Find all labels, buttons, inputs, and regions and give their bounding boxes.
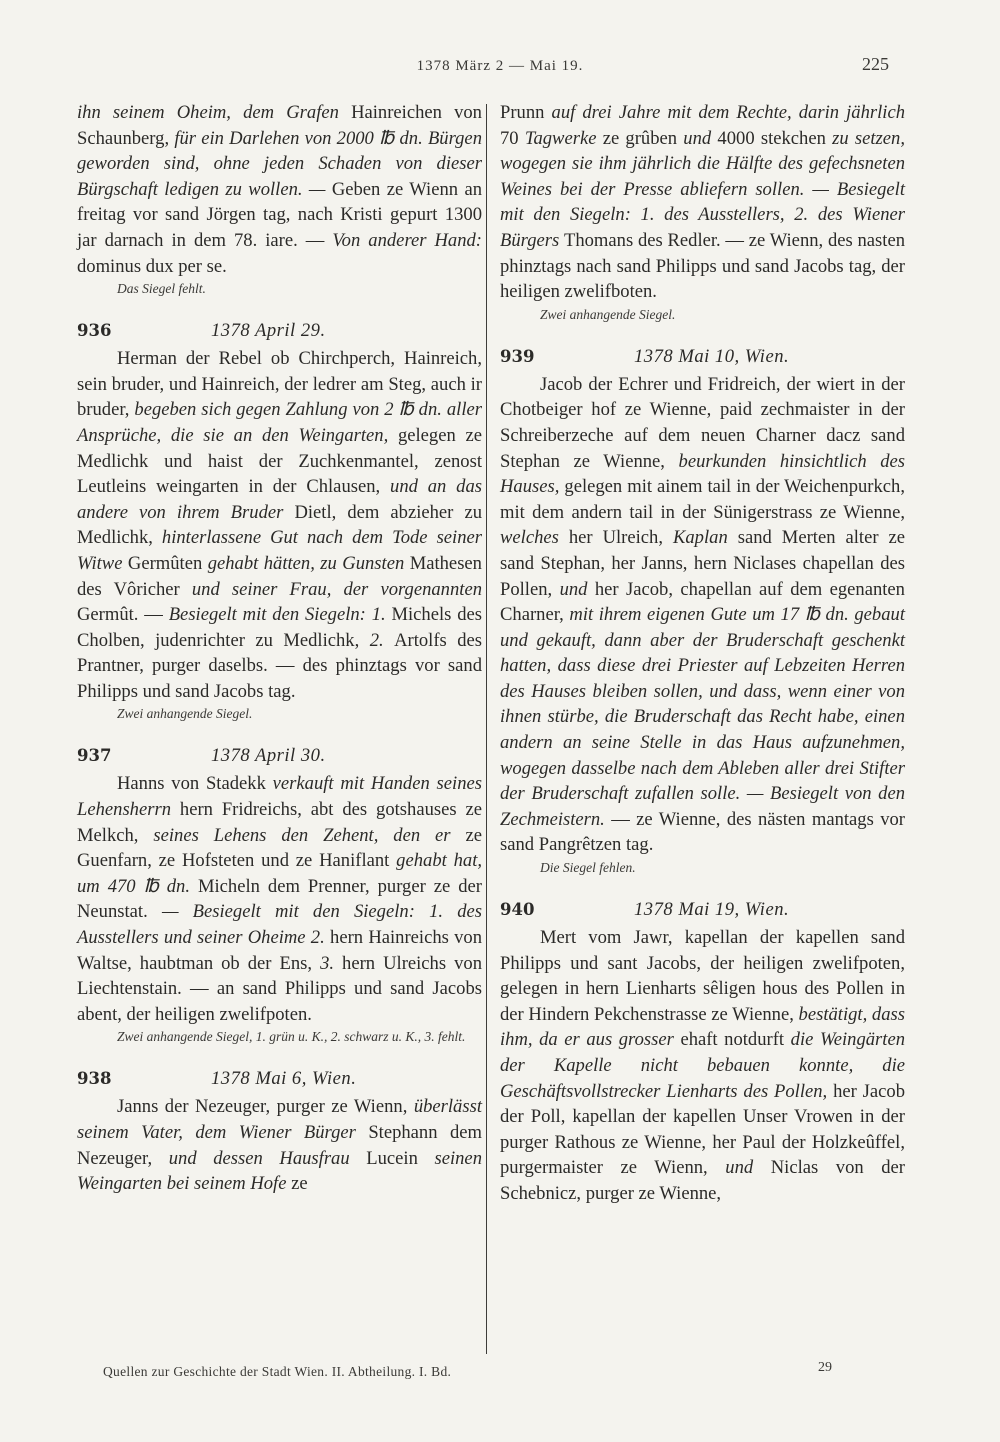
entry-text	[77, 346, 482, 704]
original-text: her Ulreich,	[568, 527, 673, 549]
original-text: Mert vom Jawr, kapellan der kapellen sand Philipps und sant Jacobs, der heiligen zwelifpoten, gelegen in hern Lienharts sêligen hous des Pollen in der Hindern Pekchenstrasse ze Wienne,	[500, 927, 905, 1025]
summary-text-italic: 3.	[320, 952, 343, 974]
original-text: Lucein	[366, 1147, 435, 1169]
summary-text-italic: ihn seinem Oheim, dem Grafen	[77, 102, 352, 123]
entry-text	[500, 925, 905, 1207]
original-text: Hanns von Stadekk	[117, 773, 273, 795]
summary-text-italic: mit ihrem eigenen Gute um 17 ℔ dn. gebaut und gekauft, dann aber der Bruderschaft geschenkt hatten, dass diese drei Priester auf Lebzeiten Herren des Hauses bleiben sollen, und dass, wenn einer von ihnen stürbe, die Bruderschaft das Recht habe, einen andern an seine Stelle in das Haus aufzunehmen, wogegen dasselbe nach dem Ableben aller drei Stifter der Bruderschaft zufallen solle. — Besiegelt von den Zechmeistern.	[500, 604, 905, 830]
original-text: sand Merten alter ze sand Stephan, her Janns, hern Niclases chapellan des Pollen,	[500, 527, 906, 600]
column-divider	[486, 104, 487, 1354]
continued-paragraph	[500, 100, 905, 305]
entry-text	[77, 771, 482, 1027]
entry-heading	[77, 320, 482, 342]
seal-note: Das Siegel fehlt.	[117, 281, 206, 297]
entry-number: 940	[500, 900, 535, 920]
original-text: Herman der Rebel ob Chirchperch, Hainreich, sein bruder, und Hainreich, der ledrer am Steg, auch ir bruder,	[77, 348, 482, 421]
entry-date: 1378 Mai 6, Wien.	[211, 1068, 357, 1090]
summary-text-italic: begeben sich gegen Zahlung von 2 ℔ dn. aller Ansprüche, die sie an den Weingarten,	[77, 399, 482, 446]
original-text: Micheln dem Prenner, purger ze der Neunstat.	[77, 875, 482, 923]
original-text: Artolfs des Prantner, purger daselbs. — des phinztags vor sand Philipps und sand Jacobs tag.	[77, 629, 482, 702]
summary-text-italic: gehabt hat, um 470 ℔ dn.	[77, 850, 483, 897]
original-text: hern Hainreichs von Waltse, haubtman ob der Ens,	[77, 927, 483, 974]
original-text: Mathesen des Vôricher	[77, 552, 482, 600]
summary-text-italic: welches	[500, 527, 569, 549]
entry-date: 1378 Mai 10, Wien.	[634, 345, 790, 367]
original-text: Hainreichen von Schaunberg,	[77, 102, 482, 149]
original-text: Dietl, dem abzieher zu Medlichk,	[77, 501, 482, 549]
original-text: ze grûben	[602, 127, 684, 149]
original-text: hern Fridreichs, abt des gotshauses ze Melkch,	[77, 799, 482, 846]
original-text: her Jacob, chapellan auf dem egenanten Charner,	[500, 578, 905, 626]
entry-date: 1378 Mai 19, Wien.	[634, 899, 790, 921]
original-text: Germût. —	[77, 604, 169, 626]
summary-text-italic: Besiegelt mit den Siegeln: 1.	[168, 604, 392, 626]
entry-heading	[77, 1068, 482, 1090]
original-text: 70	[500, 127, 525, 149]
original-text: Prunn	[500, 102, 552, 123]
running-header: 1378 März 2 — Mai 19.	[416, 58, 584, 74]
page-number: 225	[862, 54, 889, 74]
seal-note: Zwei anhangende Siegel.	[117, 706, 253, 722]
original-text: Jacob der Echrer und Fridreich, der wiert in der Chotbeiger hof ze Wienne, paid zechmaister in der Schreiberzeche auf dem neuen Charner dacz sand Stephan ze Wienne,	[500, 373, 905, 472]
sheet-signature: 29	[818, 1360, 832, 1375]
summary-text-italic: seinen Weingarten bei seinem Hofe	[77, 1147, 482, 1195]
original-text: gelegen ze Medlichk und haist der Zuchkenmantel, zenost Leutleins weingarten in der Chlausen,	[77, 424, 482, 498]
original-text: Stephann dem Nezeuger,	[77, 1122, 482, 1169]
original-text: — ze Wienne, des nästen mantags vor sand Pangrêtzen tag.	[500, 808, 905, 856]
summary-text-italic: und an das andere von ihrem Bruder	[77, 476, 482, 523]
original-text: hern Ulreichs von Liechtenstain. — an sand Philipps und sand Jacobs abent, der heiligen zwelifpoten.	[77, 952, 483, 1025]
summary-text-italic: — Besiegelt mit den Siegeln: 1. des Ausstellers und seiner Oheime 2.	[77, 901, 482, 949]
summary-text-italic: 2.	[369, 629, 395, 651]
original-text: ze Guenfarn, ze Hofsteten und ze Haniflant	[77, 824, 482, 872]
summary-text-italic: Von anderer Hand:	[332, 229, 482, 251]
entry-date: 1378 April 30.	[211, 745, 326, 767]
seal-note: Die Siegel fehlen.	[540, 860, 636, 876]
summary-text-italic: und	[725, 1157, 771, 1179]
summary-text-italic: gehabt hätten, zu Gunsten	[207, 552, 410, 574]
entry-number: 936	[77, 321, 112, 341]
entry-heading	[77, 745, 482, 767]
seal-note: Zwei anhangende Siegel, 1. grün u. K., 2. schwarz u. K., 3. fehlt.	[117, 1029, 466, 1045]
original-text: Michels des Cholben, judenrichter zu Medlichk,	[77, 604, 482, 651]
entry-number: 939	[500, 346, 535, 366]
left-column	[77, 100, 482, 1197]
entry-number: 938	[77, 1069, 112, 1089]
summary-text-italic: die Weingärten der Kapelle nicht bebauen konnte, die Geschäftsvollstrecker Lienharts des Pollen,	[500, 1029, 905, 1102]
entry-heading	[500, 346, 905, 368]
summary-text-italic: beurkunden hinsichtlich des Hauses,	[500, 450, 905, 498]
summary-text-italic: und dessen Hausfrau	[168, 1147, 367, 1169]
original-text: her Jacob der Poll, kapellan der kapellen Unser Vrowen in der purger Rathous ze Wienne, her Paul der Holzkeûffel, purgermaister ze Wienn,	[500, 1080, 905, 1179]
summary-text-italic: für ein Darlehen von 2000 ℔ dn. Bürgen geworden sind, ohne jeden Schaden von dieser Bürgschaft ledigen zu wollen. —	[77, 127, 482, 200]
summary-text-italic: Kaplan	[672, 527, 738, 549]
original-text: 4000 stekchen	[717, 127, 833, 149]
original-text: Germûten	[127, 552, 208, 574]
entry-date: 1378 April 29.	[211, 320, 326, 342]
original-text: Niclas von der Schebnicz, purger ze Wienne,	[500, 1157, 906, 1204]
series-footer: Quellen zur Geschichte der Stadt Wien. II. Abtheilung. I. Bd.	[103, 1364, 452, 1379]
continued-paragraph	[77, 100, 482, 279]
original-text: Janns der Nezeuger, purger ze Wienn,	[117, 1096, 414, 1118]
entry-number: 937	[77, 746, 112, 766]
entry-text	[500, 372, 905, 858]
seal-note: Zwei anhangende Siegel.	[540, 306, 676, 322]
summary-text-italic: überlässt seinem Vater, dem Wiener Bürger	[77, 1096, 482, 1143]
entry-text	[77, 1094, 482, 1196]
entry-heading	[500, 899, 905, 921]
summary-text-italic: seines Lehens den Zehent, den er	[153, 824, 466, 846]
summary-text-italic: zu setzen, wogegen sie ihm jährlich die Hälfte des gefechsneten Weines bei der Presse abliefern sollen. — Besiegelt mit den Siegeln: 1. des Ausstellers, 2. des Wiener Bürgers	[500, 127, 905, 251]
summary-text-italic: verkauft mit Handen seines Lehensherrn	[77, 773, 482, 821]
original-text: ehaft notdurft	[680, 1029, 791, 1051]
summary-text-italic: hinterlassene Gut nach dem Tode seiner Witwe	[77, 527, 483, 574]
right-column	[500, 100, 905, 1207]
summary-text-italic: Tagwerke	[524, 127, 603, 149]
original-text: gelegen mit ainem tail in der Weichenpurkch, mit dem andern tail in der Sünigerstrass ze Wienne,	[500, 476, 905, 523]
original-text: Thomans des Redler. — ze Wienn, des nasten phinztags nach sand Philipps und sand Jacobs tag, der heiligen zwelifboten.	[500, 229, 905, 303]
original-text: dominus dux per se.	[77, 255, 227, 277]
summary-text-italic: und	[683, 127, 718, 149]
original-text: ze	[291, 1173, 308, 1195]
original-text: Geben ze Wienn an freitag vor sand Jörgen tag, nach Kristi gepurt 1300 jar darnach in dem 78. iare. —	[77, 178, 482, 251]
summary-text-italic: bestätigt, dass ihm, da er aus grosser	[500, 1003, 905, 1051]
summary-text-italic: auf drei Jahre mit dem Rechte, darin jährlich	[551, 102, 906, 123]
summary-text-italic: und seiner Frau, der vorgenannten	[191, 578, 482, 600]
summary-text-italic: und	[559, 578, 595, 600]
